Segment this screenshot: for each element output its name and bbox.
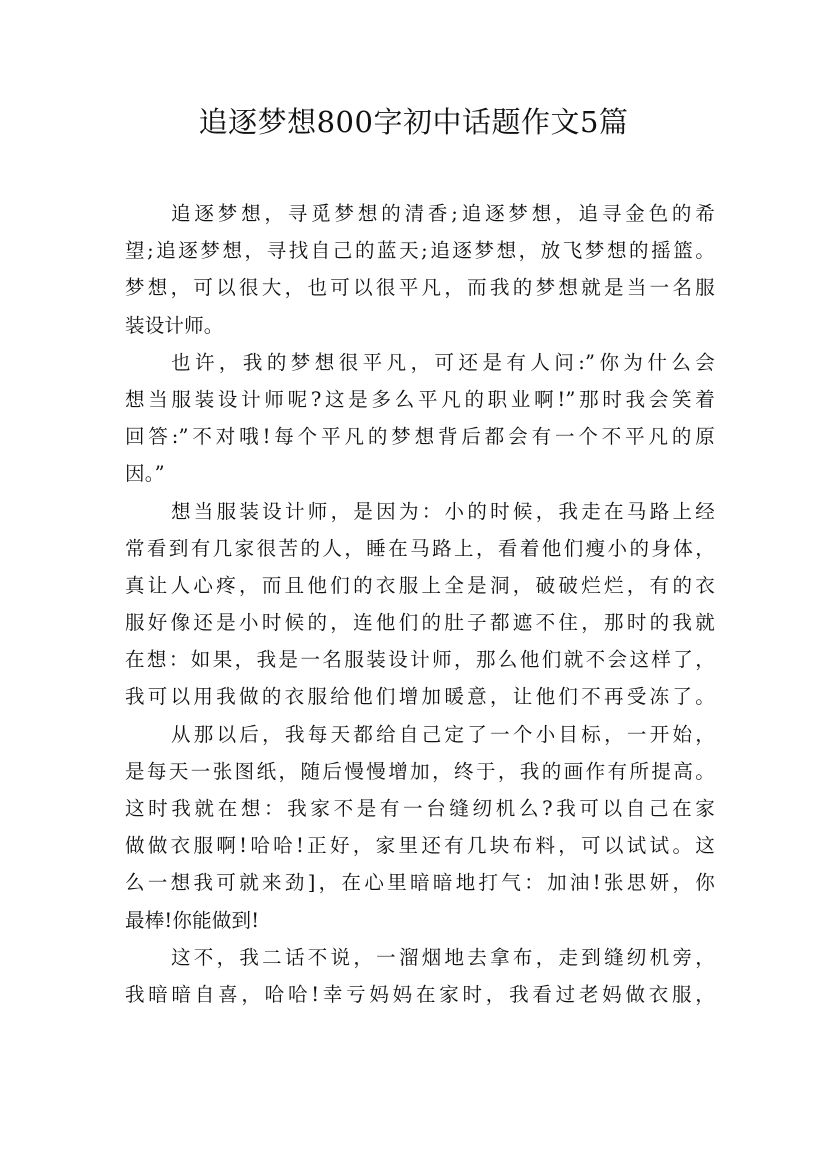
- document-body: [125, 195, 715, 1013]
- text-line: 想当服装设计师，是因为：小的时候，我走在马路上经: [171, 499, 715, 523]
- text-line: 最棒!你能做到!: [125, 908, 260, 932]
- text-line: 想当服装设计师呢?这是多么平凡的职业啊!”那时我会笑着: [125, 387, 715, 411]
- text-line: 么一想我可就来劲]，在心里暗暗地打气：加油!张思妍，你: [125, 871, 715, 895]
- text-line: 追逐梦想，寻觅梦想的清香;追逐梦想，追寻金色的希: [171, 202, 715, 225]
- text-line: 服好像还是小时候的，连他们的肚子都遮不住，那时的我就: [125, 611, 715, 635]
- text-line: 也许，我的梦想很平凡，可还是有人问:”你为什么会: [171, 350, 715, 374]
- text-line: 从那以后，我每天都给自己定了一个小目标，一开始，: [171, 722, 715, 746]
- text-line: 梦想，可以很大，也可以很平凡，而我的梦想就是当一名服: [125, 276, 715, 300]
- text-line: 我暗暗自喜，哈哈!幸亏妈妈在家时，我看过老妈做衣服，: [125, 982, 715, 1006]
- text-line: 这不，我二话不说，一溜烟地去拿布，走到缝纫机旁，: [171, 945, 715, 969]
- text-line: 真让人心疼，而且他们的衣服上全是洞，破破烂烂，有的衣: [125, 573, 715, 597]
- text-line: 在想：如果，我是一名服装设计师，那么他们就不会这样了，: [125, 648, 715, 672]
- text-line: 常看到有几家很苦的人，睡在马路上，看着他们瘦小的身体，: [125, 536, 715, 560]
- text-line: 这时我就在想：我家不是有一台缝纫机么?我可以自己在家: [125, 797, 715, 820]
- text-line: 回答:”不对哦!每个平凡的梦想背后都会有一个不平凡的原: [125, 425, 715, 449]
- text-line: 因。”: [125, 462, 165, 486]
- text-line: 是每天一张图纸，随后慢慢增加，终于，我的画作有所提高。: [125, 759, 715, 783]
- text-line: 我可以用我做的衣服给他们增加暖意，让他们不再受冻了。: [125, 685, 715, 709]
- document-title: 追逐梦想800字初中话题作文5篇: [198, 105, 629, 139]
- text-line: 望;追逐梦想，寻找自己的蓝天;追逐梦想，放飞梦想的摇篮。: [125, 239, 715, 263]
- text-line: 装设计师。: [125, 313, 224, 337]
- text-line: 做做衣服啊!哈哈!正好，家里还有几块布料，可以试试。这: [125, 834, 715, 858]
